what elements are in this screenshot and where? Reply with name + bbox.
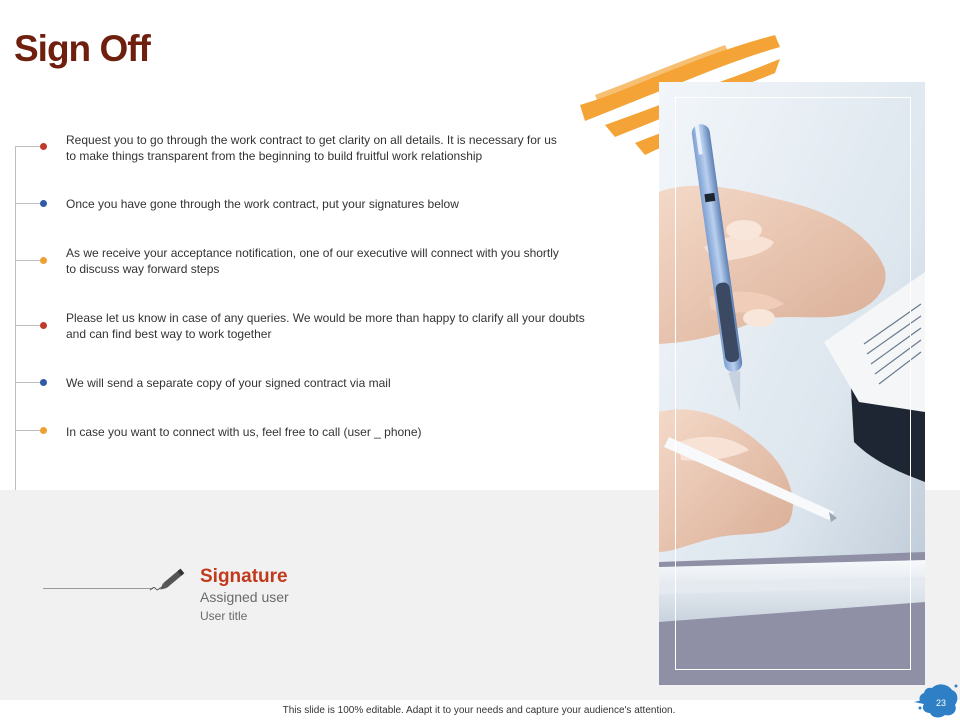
list-item <box>66 132 646 164</box>
list-item-line: Please let us know in case of any queries. We would be more than happy to clarify all your doubts <box>66 311 585 325</box>
slide-title: Sign Off <box>14 28 150 69</box>
timeline-bullet-2 <box>15 197 55 211</box>
list-item <box>66 424 646 440</box>
signature-role: User title <box>200 609 248 623</box>
list-item <box>66 375 646 391</box>
photo-frame <box>675 97 911 670</box>
timeline-bullet-3 <box>15 254 55 268</box>
list-item-line: We will send a separate copy of your signed contract via mail <box>66 376 391 390</box>
pen-icon <box>148 562 190 594</box>
list-item-line: and can find best way to work together <box>66 327 272 341</box>
list-item-line: to discuss way forward steps <box>66 262 220 276</box>
list-item-line: Once you have gone through the work contract, put your signatures below <box>66 197 459 211</box>
list-item <box>66 245 646 277</box>
footer-text: This slide is 100% editable. Adapt it to your needs and capture your audience's attention. <box>282 705 676 716</box>
timeline-bullet-1 <box>15 140 55 154</box>
list-item <box>66 310 646 342</box>
page-number: 23 <box>935 698 946 708</box>
signature-line <box>43 588 153 589</box>
timeline-bullet-4 <box>15 319 55 333</box>
signature-name: Assigned user <box>200 589 289 605</box>
signature-title: Signature <box>200 566 288 587</box>
list-item <box>66 196 646 212</box>
list-item-line: Request you to go through the work contract to get clarity on all details. It is necessary for us <box>66 133 557 147</box>
list-item-line: to make things transparent from the beginning to build fruitful work relationship <box>66 149 483 163</box>
list-item-line: In case you want to connect with us, feel free to call (user _ phone) <box>66 425 422 439</box>
timeline-bullet-6 <box>15 424 55 438</box>
list-item-line: As we receive your acceptance notification, one of our executive will connect with you shortly <box>66 246 559 260</box>
footer-note <box>0 705 960 716</box>
timeline-bullet-5 <box>15 376 55 390</box>
